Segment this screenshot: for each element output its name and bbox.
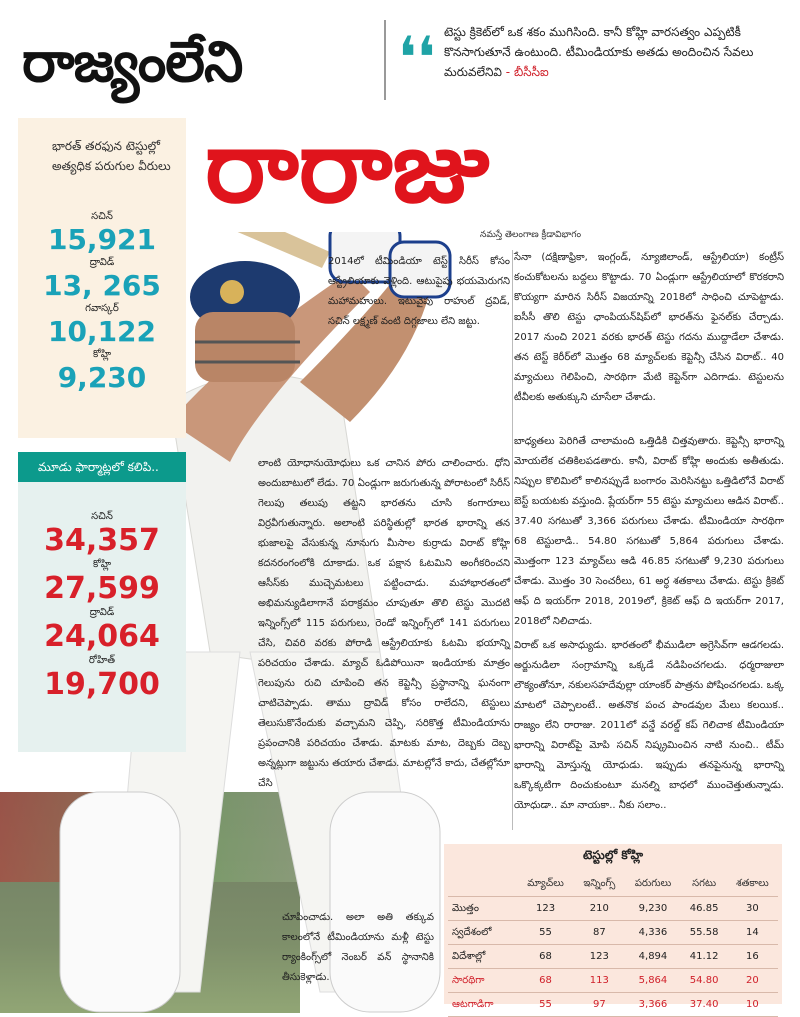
stats-row bbox=[448, 897, 778, 921]
stats-cell: 55.58 bbox=[681, 921, 726, 945]
top-test-runs-title: భారత్ తరఫున టెస్టుల్లో అత్యధిక పరుగుల వీరులు bbox=[52, 139, 171, 173]
player-name: ద్రావిడ్ bbox=[89, 257, 115, 268]
player-name: ద్రావిడ్ bbox=[89, 607, 115, 618]
top-test-runs-list bbox=[18, 210, 186, 394]
stats-header-cell: పరుగులు bbox=[625, 872, 682, 897]
stats-row bbox=[448, 945, 778, 969]
stats-cell: 4,894 bbox=[625, 945, 682, 969]
player-name: సచిన్ bbox=[91, 211, 113, 222]
quote-mark-icon: ❛❛ bbox=[398, 24, 436, 92]
stats-table-title: టెస్టుల్లో కోహ్లి bbox=[582, 848, 644, 862]
article-column-b2: బాధ్యతలు పెరిగితే చాలామంది ఒత్తిడికి చిత్తవుతారు. కెప్టెన్సీ భారాన్ని మోయలేక చతికిలపడతారు. కానీ, విరాట్ కోహ్లి అందుకు అతీతుడు. నిప్పుల కొలిమిలో కాలినప్పుడే బంగారం మెరిసినట్టు ఒత్తిడిలోనే విరాట్ బెస్ట్ బయటకు వస్తుంది. ప్లేయర్‌గా 55 టెస్టు మ్యాచులు ఆడిన విరాట్.. 37.40 సగటుతో 3,366 పరుగులు చేశాడు. టీమిండియా సారథిగా 68 టెస్టులాడి.. 54.80 సగటుతో 5,864 పరుగులు చేశాడు. మొత్తంగా 123 మ్యాచ్‌లు ఆడి 46.85 సగటుతో 9,230 పరుగులు చేశాడు. మొత్తం 30 సెంచరీలు, 61 అర్ధ శతకాలు చేశాడు. టెస్టు క్రికెట్ ఆఫ్ ది ఇయర్‌గా 2018, 2019లో, క్రికెట్ ఆఫ్ ది ఇయర్‌గా 2017, 2018లో నిలిచాడు. bbox=[514, 436, 784, 627]
stats-cell: 55 bbox=[517, 921, 574, 945]
player-runs: 34,357 bbox=[44, 523, 160, 558]
stats-cell: 20 bbox=[727, 969, 778, 993]
stats-cell: మొత్తం bbox=[448, 897, 517, 921]
stats-cell: ఆటగాడిగా bbox=[448, 993, 517, 1017]
stats-cell: 14 bbox=[727, 921, 778, 945]
stats-cell: 41.12 bbox=[681, 945, 726, 969]
player-runs: 9,230 bbox=[57, 361, 147, 394]
main-headline: రారాజు bbox=[205, 108, 490, 225]
stats-cell: 10 bbox=[727, 993, 778, 1017]
stats-row bbox=[448, 921, 778, 945]
stats-cell: స్వదేశంలో bbox=[448, 921, 517, 945]
player-runs: 15,921 bbox=[47, 223, 157, 256]
stats-header-cell bbox=[448, 872, 517, 897]
player-runs: 13, 265 bbox=[43, 269, 161, 302]
stats-cell: 46.85 bbox=[681, 897, 726, 921]
top-test-runs-box bbox=[18, 118, 186, 438]
player-runs: 10,122 bbox=[47, 315, 157, 348]
stats-header-cell: సగటు bbox=[681, 872, 726, 897]
column-divider bbox=[512, 250, 513, 830]
player-name: గవాస్కర్ bbox=[85, 303, 119, 314]
stats-header-cell: శతకాలు bbox=[727, 872, 778, 897]
player-runs: 19,700 bbox=[44, 667, 160, 702]
byline: నమస్తే తెలంగాణ క్రీడావిభాగం bbox=[480, 230, 582, 240]
stats-cell: 37.40 bbox=[681, 993, 726, 1017]
stats-row-captain bbox=[448, 969, 778, 993]
all-formats-title: మూడు ఫార్మాట్లలో కలిపి.. bbox=[18, 452, 186, 482]
stats-cell: 30 bbox=[727, 897, 778, 921]
kicker-headline: రాజ్యంలేని bbox=[22, 30, 243, 95]
stats-cell: 210 bbox=[574, 897, 624, 921]
stats-header-row bbox=[448, 872, 778, 897]
stats-cell: 68 bbox=[517, 969, 574, 993]
all-formats-list bbox=[18, 510, 186, 702]
player-name: కోహ్లి bbox=[92, 559, 112, 570]
article-column-a3: చూపించాడు. అలా అతి తక్కువ కాలంలోనే టీమిండియాను మళ్లీ టెస్టు ర్యాంకింగ్స్‌లో నెంబర్ వన్ స్థానానికి తీసుకెళ్లాడు. bbox=[282, 912, 434, 983]
stats-cell: 9,230 bbox=[625, 897, 682, 921]
article-column-a2: లాంటి యోధానుయోధులు ఒక చానిన పోరు చాలించారు. ధోని అందుబాటులో లేడు. 70 ఏండ్లుగా జరుగుతున్న పోరాటంలో సిరీస్ గెలుపు తలుపు తట్టని భారతను చూసి కంగారూలు విర్రవీగుతున్నారు. అలాంటి పరిస్థితుల్లో భారత భారాన్ని తన భుజాలపై వేసుకున్న నూనుగు మీసాల కుర్రాడు విరాట్ కోహ్లి కదనరంగంలోకి దూకాడు. ఒక పక్షాన ఓటమిని అంగీకరించని ఆసీస్‌కు ముచ్చెమటలు పట్టించాడు. మహాభారతంలో అభిమన్యుడిలాగానే పరాక్రమం చూపుతూ తొలి టెస్టు మొదటి ఇన్నింగ్స్‌లో 115 పరుగులు, రెండో ఇన్నింగ్స్‌లో 141 పరుగులు చేసి, చివరి వరకు పోరాడి ఆస్ట్రేలియాకు ఓటమి భయాన్ని పరిచయం చేశాడు. మ్యాచ్ ఓడిపోయినా ఇండియాకు మాత్రం గెలుపును రుచి చూపించి తన కెప్టెన్సీ ప్రస్థానాన్ని ఘనంగా చాటిచెప్పాడు. తాము ద్రావిడ్ కోసం రాలేదని, టెస్టులు తెలుసుకొనేందుకు వచ్చామని చెప్పి, సరికొత్త టీమిండియాను ప్రపంచానికి పరిచయం చేశాడు. మాటకు మాట, దెబ్బకు దెబ్బ అన్నట్లుగా జట్టును తయారు చేశాడు. మాటల్లోనే కాదు, చేతల్లోనూ చేసి bbox=[258, 458, 510, 789]
quote-body: టెస్టు క్రికెట్‌లో ఒక శకం ముగిసింది. కానీ కోహ్లి వారసత్వం ఎప్పటికీ కొనసాగుతూనే ఉంటుంది. టీమిండియాకు అతడు అందించిన సేవలు మరువలేనివి bbox=[444, 25, 754, 79]
stats-cell: 16 bbox=[727, 945, 778, 969]
stats-cell: 68 bbox=[517, 945, 574, 969]
article-column-a1: 2014లో టీమిండియా టెస్ట్ సిరీస్ కోసం ఆస్ట్రేలియాకు వెళ్లింది. ఆటుపైపు భయమెరుగని మహామహులు. ఇటువైపు రాహుల్ ద్రవిడ్, సచిన్ లక్ష్మణ్ వంటి దిగ్గజాలు లేని జట్టు. bbox=[328, 256, 510, 327]
stats-cell: 3,366 bbox=[625, 993, 682, 1017]
player-name: రోహిత్ bbox=[88, 655, 116, 666]
stats-cell: 54.80 bbox=[681, 969, 726, 993]
player-runs: 27,599 bbox=[44, 571, 160, 606]
stats-cell: 87 bbox=[574, 921, 624, 945]
player-runs: 24,064 bbox=[44, 619, 160, 654]
player-name: కోహ్లి bbox=[92, 349, 112, 360]
stats-header-cell: ఇన్నింగ్స్ bbox=[574, 872, 624, 897]
stats-cell: 55 bbox=[517, 993, 574, 1017]
stats-cell: 113 bbox=[574, 969, 624, 993]
stats-header-cell: మ్యాచ్‌లు bbox=[517, 872, 574, 897]
quote-text bbox=[444, 22, 774, 82]
stats-cell: 97 bbox=[574, 993, 624, 1017]
stats-cell: 123 bbox=[574, 945, 624, 969]
stats-cell: 5,864 bbox=[625, 969, 682, 993]
stats-cell: విదేశాల్లో bbox=[448, 945, 517, 969]
player-name: సచిన్ bbox=[91, 511, 113, 522]
article-column-b1: సేనా (దక్షిణాఫ్రికా, ఇంగ్లండ్, న్యూజిలాండ్, ఆస్ట్రేలియా) కంట్రీస్ కంచుకోటలను బద్దలు కొట్టాడు. 70 ఏండ్లుగా ఆస్ట్రేలియాలో కొరకరాని కొయ్యగా మారిన సిరీస్ విజయాన్ని 2018లో సాధించి చూపెట్టాడు. ఐసీసీ తొలి టెస్టు ఛాంపియన్‌షిప్‌లో భారత్‌ను ఫైనల్‌కు చేర్చాడు. 2017 నుంచి 2021 వరకు భారత్ టెస్టు గదను ముద్దాడేలా చేశాడు. తన టెస్ట్ కెరీర్‌లో మొత్తం 68 మ్యాచ్‌లకు కెప్టెన్సీ చేసిన విరాట్.. 40 మ్యాచులు గెలిపించి, సారథిగా మేటి కెప్టెన్‌గా ఎదిగాడు. టెస్టులను టీవీలకు అతుక్కుని చూసేలా చేశాడు. bbox=[514, 252, 784, 403]
quote-source: - బీసీసీఐ bbox=[505, 65, 549, 79]
stats-cell: 123 bbox=[517, 897, 574, 921]
stats-cell: 4,336 bbox=[625, 921, 682, 945]
stats-table bbox=[448, 872, 778, 1017]
article-column-b3: విరాట్ ఒక అసాధ్యుడు. భారతంలో భీముడిలా అగ్రెసివ్‌గా ఆడగలడు. అర్జునుడిలా సంగ్రామాన్ని ఒక్కడే నడిపించగలడు. ధర్మరాజులా లౌక్యంతోనూ, నకులసహదేవుల్లా యాంకర్ పాత్రను పోషించగలడు. ఒక్క మాటలో చెప్పాలంటే.. అతనొక పంచ పాండవుల మేలు కలయిక.. రాజ్యం లేని రారాజు. 2011లో వన్డే వరల్డ్ కప్ గెలిచాక టీమిండియా భారాన్ని విరాట్‌పై మోపి సచిన్ నిష్క్రమించిన నాటి నుంచి.. టీమ్ భారాన్ని మోస్తున్న యోధుడు. ఇప్పుడు తనపైనున్న భారాన్ని ఒక్కొక్కటిగా దించుకుంటూ మనల్ని బాధలో ముంచెత్తుతున్నాడు. యోధుడా.. మా నాయకా.. నీకు సలాం.. bbox=[514, 640, 784, 811]
stats-cell: సారథిగా bbox=[448, 969, 517, 993]
